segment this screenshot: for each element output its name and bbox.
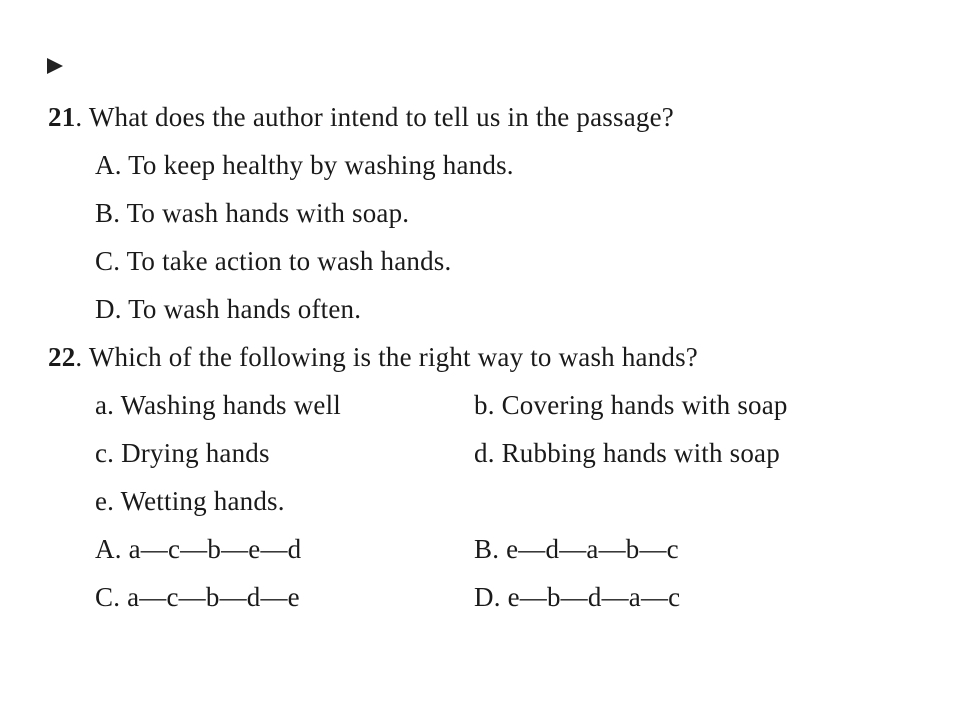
- question-21-stem: . What does the author intend to tell us in the passage?: [75, 102, 674, 132]
- question-22-number: 22: [48, 342, 76, 372]
- question-22-stem: . Which of the following is the right way to wash hands?: [75, 342, 698, 372]
- q22-step-b: b. Covering hands with soap: [474, 390, 788, 420]
- question-21: [48, 102, 674, 132]
- q22-step-a: a. Washing hands well: [95, 390, 341, 420]
- question-22: [48, 342, 698, 372]
- question-21-number: 21: [48, 102, 76, 132]
- q22-option-c[interactable]: C. a—c—b—d—e: [95, 582, 300, 612]
- q22-step-d: d. Rubbing hands with soap: [474, 438, 780, 468]
- q21-option-b[interactable]: B. To wash hands with soap.: [95, 198, 410, 228]
- q22-option-d[interactable]: D. e—b—d—a—c: [474, 582, 681, 612]
- q22-option-b[interactable]: B. e—d—a—b—c: [474, 534, 679, 564]
- play-triangle-icon: [47, 58, 63, 74]
- q22-step-e: e. Wetting hands.: [95, 486, 285, 516]
- q21-option-c[interactable]: C. To take action to wash hands.: [95, 246, 452, 276]
- q22-option-a[interactable]: A. a—c—b—e—d: [95, 534, 302, 564]
- q21-option-d[interactable]: D. To wash hands often.: [95, 294, 362, 324]
- q21-option-a[interactable]: A. To keep healthy by washing hands.: [95, 150, 514, 180]
- q22-step-c: c. Drying hands: [95, 438, 270, 468]
